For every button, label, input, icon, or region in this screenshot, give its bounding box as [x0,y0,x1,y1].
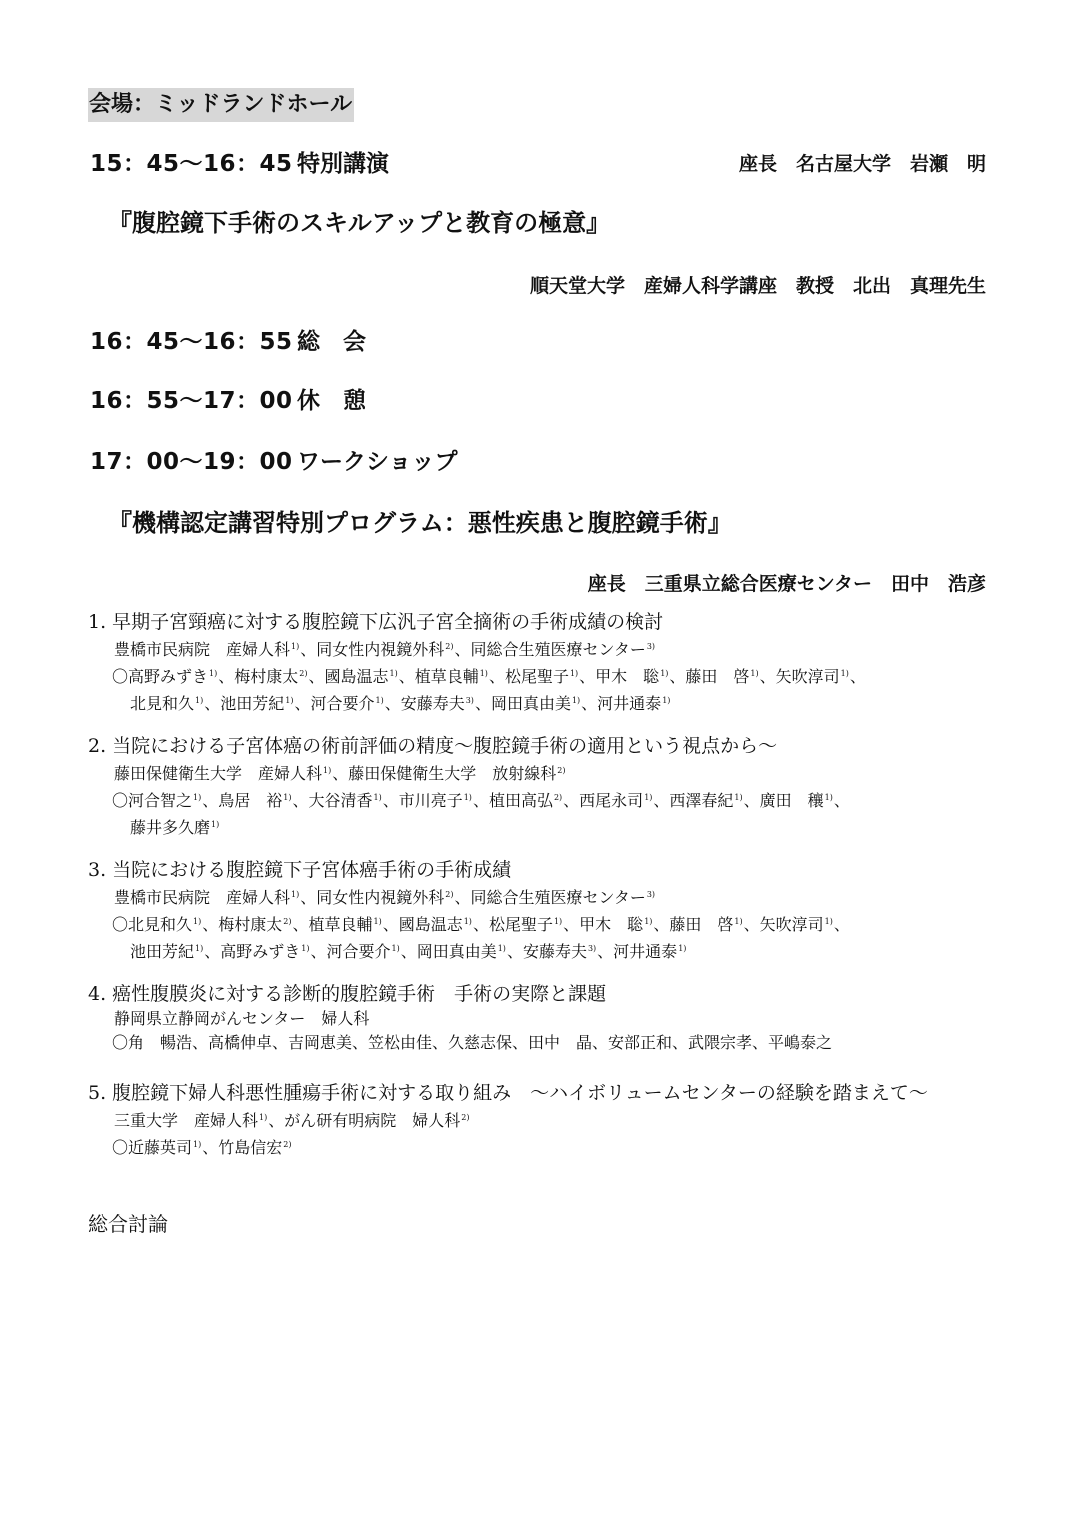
workshop-title: 『機構認定講習特別プログラム：悪性疾患と腹腔鏡手術』 [108,509,732,537]
presentation-4 [88,981,832,1055]
presentation-3 [88,857,850,964]
presentation-authors-line: 〇河合智之$^{1)}$、鳥居 裕$^{1)}$、大谷清香$^{1)}$、市川亮子$^{1)}$、植田高弘$^{2)}$、西尾永司$^{1)}$、西澤春紀$^{1)}$、廣田 穰$^{1)}$、 [112,791,850,810]
presentation-title: 3. 当院における腹腔鏡下子宮体癌手術の手術成績 [88,859,512,881]
presentation-authors-line: 〇近藤英司$^{1)}$、竹島信宏$^{2)}$ [112,1138,292,1157]
presentation-1 [88,609,866,716]
presentation-affiliations: 豊橋市民病院 産婦人科$^{1)}$、同女性内視鏡外科$^{2)}$、同総合生殖医療センター$^{3)}$ [114,640,656,659]
presentation-5 [88,1080,928,1160]
presentation-authors-line: 池田芳紀$^{1)}$、高野みずき$^{1)}$、河合要介$^{1)}$、岡田真由美$^{1)}$、安藤寿夫$^{3)}$、河井通泰$^{1)}$ [130,942,687,961]
presentation-title: 4. 癌性腹膜炎に対する診断的腹腔鏡手術 手術の実際と課題 [88,983,607,1005]
special-lecture-time: 15：45〜16：45 [90,151,293,177]
presentation-authors-line: 〇北見和久$^{1)}$、梅村康太$^{2)}$、植草良輔$^{1)}$、國島温志$^{1)}$、松尾聖子$^{1)}$、甲木 聡$^{1)}$、藤田 啓$^{1)}$、矢吹淳司$^{1)}$、 [112,915,850,934]
workshop-time: 17：00〜19：00 [90,449,293,475]
presentation-authors-line: 〇角 暢浩、高橋伸卓、吉岡恵美、笠松由佳、久慈志保、田中 晶、安部正和、武隈宗孝、平嶋泰之 [112,1033,833,1052]
general-discussion: 総合討論 [88,1212,168,1236]
general-meeting-label: 総 会 [297,329,366,355]
workshop-heading [90,446,458,478]
presentation-affiliations: 豊橋市民病院 産婦人科$^{1)}$、同女性内視鏡外科$^{2)}$、同総合生殖医療センター$^{3)}$ [114,888,656,907]
presentation-title: 5. 腹腔鏡下婦人科悪性腫瘍手術に対する取り組み 〜ハイボリュームセンターの経験を踏まえて〜 [88,1082,928,1104]
presentation-2 [88,733,850,840]
venue-label: 会場：ミッドランドホール [88,88,354,122]
break-time: 16：55〜17：00 [90,388,293,414]
special-lecture-chair: 座長 名古屋大学 岩瀬 明 [738,153,986,175]
presentation-affiliations: 三重大学 産婦人科$^{1)}$、がん研有明病院 婦人科$^{2)}$ [114,1111,470,1130]
special-lecture-heading [90,148,389,180]
presentation-title: 2. 当院における子宮体癌の術前評価の精度〜腹腔鏡手術の適用という視点から〜 [88,735,778,757]
workshop-chair: 座長 三重県立総合医療センター 田中 浩彦 [587,573,986,595]
break-heading [90,385,366,417]
break-label: 休 憩 [297,388,366,414]
presentation-authors-line: 北見和久$^{1)}$、池田芳紀$^{1)}$、河合要介$^{1)}$、安藤寿夫$^{3)}$、岡田真由美$^{1)}$、河井通泰$^{1)}$ [130,694,671,713]
workshop-label: ワークショップ [297,449,458,475]
special-lecture-label: 特別講演 [297,151,389,177]
presentation-authors-line: 〇高野みずき$^{1)}$、梅村康太$^{2)}$、國島温志$^{1)}$、植草良輔$^{1)}$、松尾聖子$^{1)}$、甲木 聡$^{1)}$、藤田 啓$^{1)}$、矢吹淳司$^{1)}$、 [112,667,866,686]
special-lecture-title: 『腹腔鏡下手術のスキルアップと教育の極意』 [108,209,611,237]
presentation-affiliations: 藤田保健衛生大学 産婦人科$^{1)}$、藤田保健衛生大学 放射線科$^{2)}$ [114,764,566,783]
general-meeting-heading [90,326,366,358]
presentation-authors-line: 藤井多久磨$^{1)}$ [130,818,220,837]
presentation-affiliations: 静岡県立静岡がんセンター 婦人科 [114,1009,370,1028]
special-lecture-speaker: 順天堂大学 産婦人科学講座 教授 北出 真理先生 [529,275,986,297]
general-meeting-time: 16：45〜16：55 [90,329,293,355]
presentation-title: 1. 早期子宮頸癌に対する腹腔鏡下広汎子宮全摘術の手術成績の検討 [88,611,664,633]
